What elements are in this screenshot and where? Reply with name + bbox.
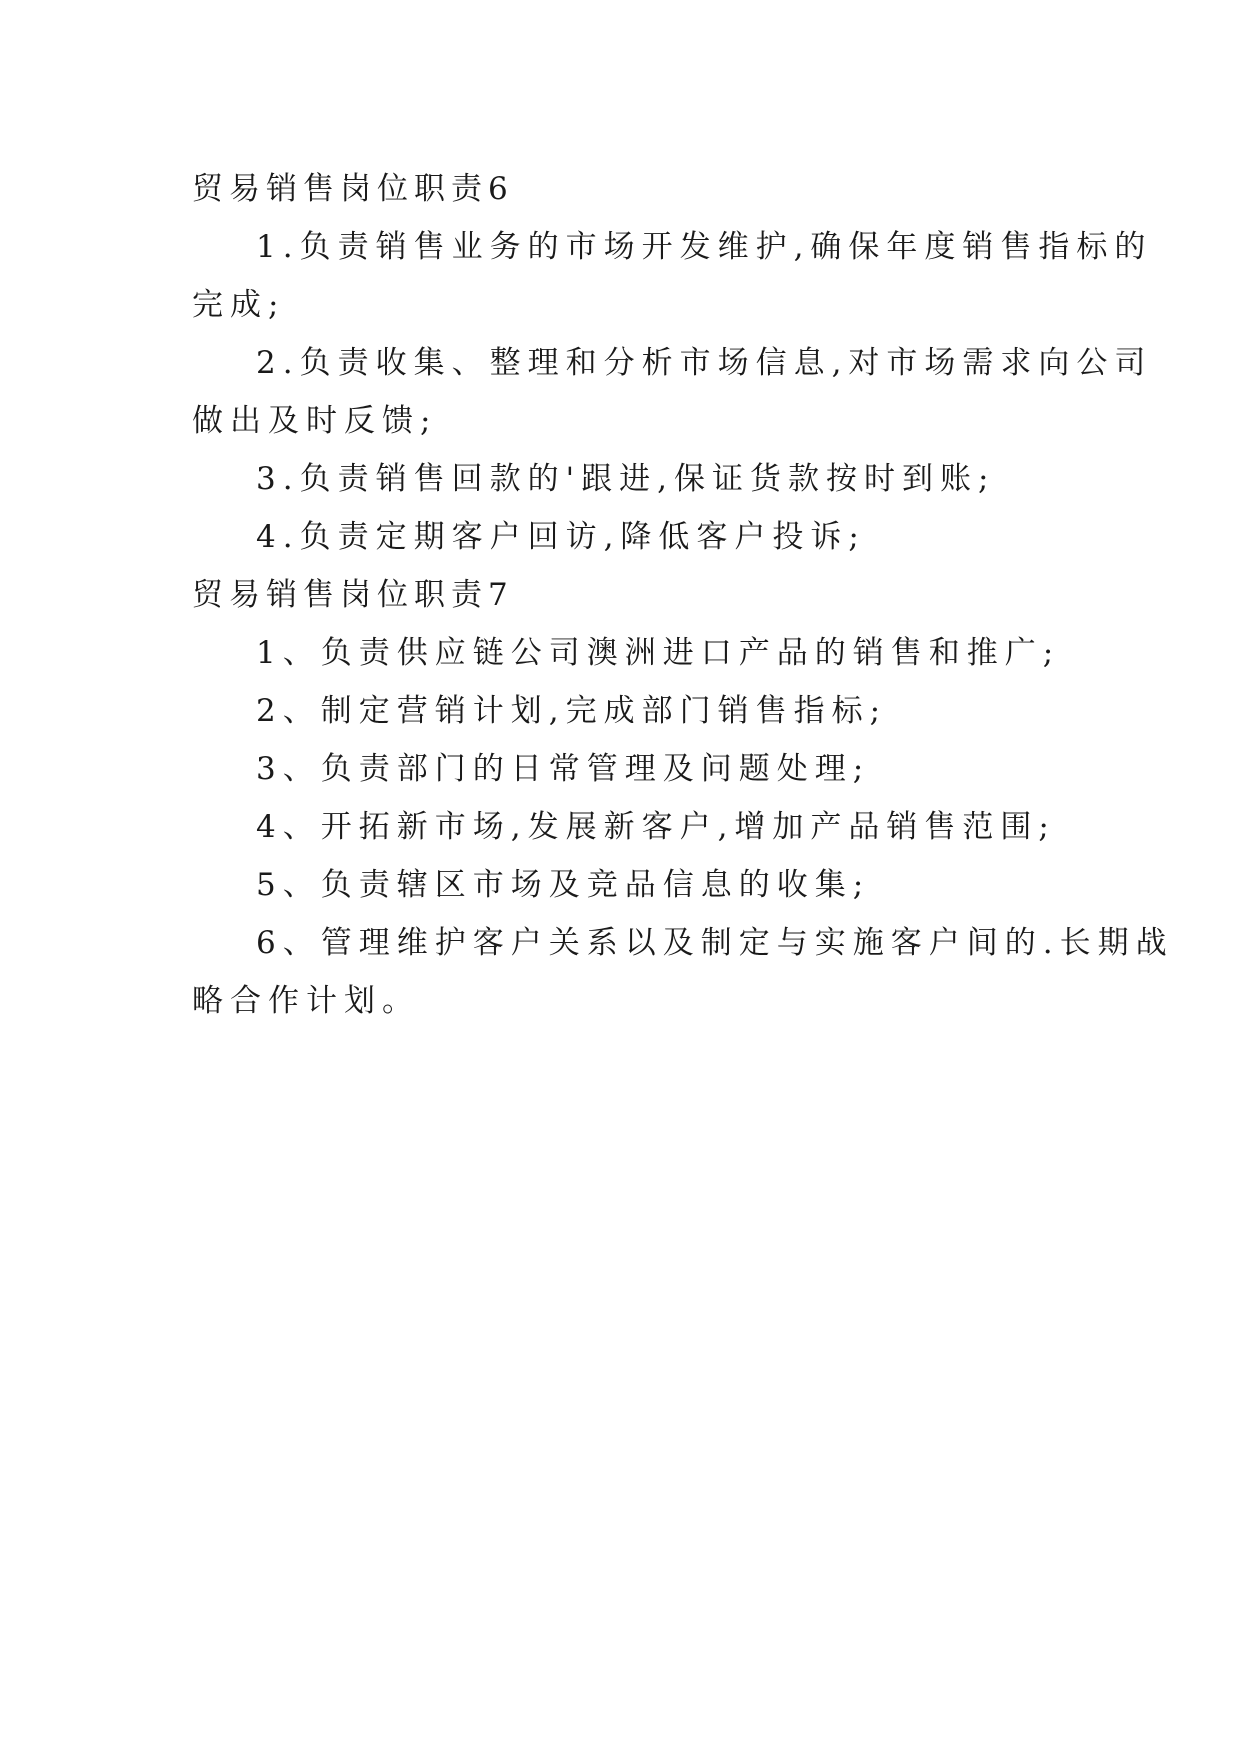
paragraph-line: 5、负责辖区市场及竞品信息的收集; [256,867,871,903]
paragraph-line: 6、管理维护客户关系以及制定与实施客户间的.长期战 [256,925,1174,961]
paragraph-line: 略合作计划。 [192,983,420,1019]
section-title: 贸易销售岗位职责7 [192,577,514,613]
section-title: 贸易销售岗位职责6 [192,171,514,207]
paragraph-line: 4、开拓新市场,发展新客户,增加产品销售范围; [256,809,1056,845]
paragraph-line: 完成; [192,287,286,323]
section-6 [192,160,1153,566]
paragraph-line: 2.负责收集、整理和分析市场信息,对市场需求向公司 [256,345,1153,381]
section-7 [192,566,1174,1030]
document-body [192,160,1174,1030]
paragraph-line: 2、制定营销计划,完成部门销售指标; [256,693,888,729]
paragraph-line: 做出及时反馈; [192,403,438,439]
paragraph-line: 3.负责销售回款的'跟进,保证货款按时到账; [256,461,996,497]
paragraph-line: 4.负责定期客户回访,降低客户投诉; [256,519,866,555]
paragraph-line: 1、负责供应链公司澳洲进口产品的销售和推广; [256,635,1061,671]
paragraph-line: 1.负责销售业务的市场开发维护,确保年度销售指标的 [256,229,1153,265]
paragraph-line: 3、负责部门的日常管理及问题处理; [256,751,871,787]
